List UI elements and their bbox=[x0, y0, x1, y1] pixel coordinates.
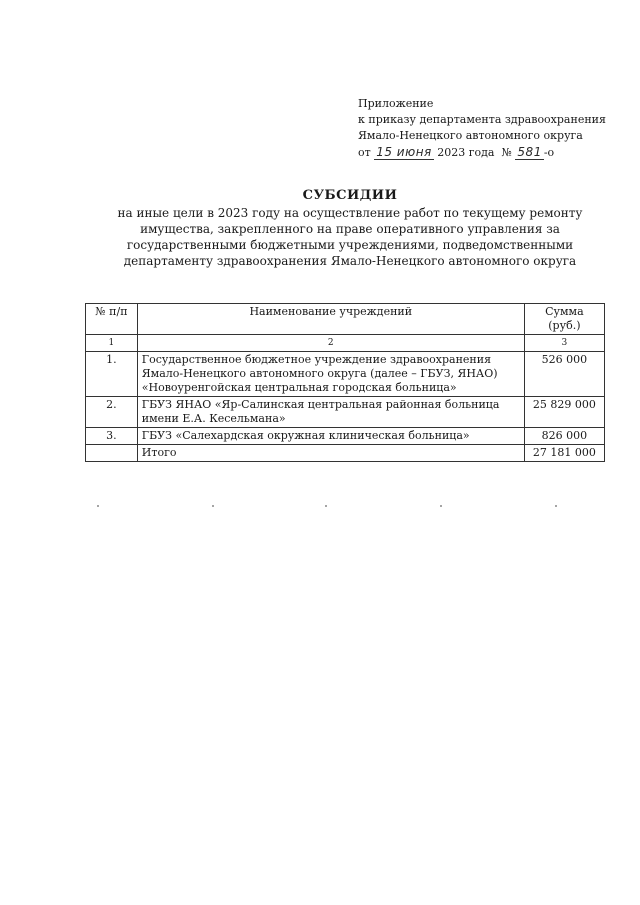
scan-dot bbox=[555, 505, 557, 507]
header-name: Наименование учреждений bbox=[137, 304, 524, 335]
table-row bbox=[86, 352, 605, 397]
row-sum: 526 000 bbox=[524, 352, 604, 397]
number-prefix: № bbox=[501, 146, 512, 159]
row-num: 3. bbox=[86, 428, 138, 445]
row-name bbox=[137, 428, 524, 445]
index-sum: 3 bbox=[524, 335, 604, 352]
row-name bbox=[137, 397, 524, 428]
appendix-date-line bbox=[358, 144, 606, 161]
row-name-line: Государственное бюджетное учреждение здравоохранения bbox=[141, 353, 492, 366]
row-name-line: Ямало-Ненецкого автономного округа (далее – ГБУЗ, ЯНАО) bbox=[141, 367, 498, 380]
heading-line-3: государственными бюджетными учреждениями, подведомственными bbox=[126, 238, 574, 252]
table-index-row bbox=[86, 335, 605, 352]
table-row bbox=[86, 428, 605, 445]
number-suffix: -о bbox=[543, 146, 555, 159]
appendix-region: Ямало-Ненецкого автономного округа bbox=[358, 129, 583, 142]
header-num: № п/п bbox=[86, 304, 138, 335]
index-num: 1 bbox=[86, 335, 138, 352]
row-sum: 25 829 000 bbox=[524, 397, 604, 428]
document-heading bbox=[60, 188, 640, 269]
scan-artifact-dots bbox=[0, 505, 640, 509]
appendix-order-ref: к приказу департамента здравоохранения bbox=[358, 113, 606, 126]
appendix-block bbox=[358, 96, 606, 161]
scan-dot bbox=[440, 505, 442, 507]
index-name: 2 bbox=[137, 335, 524, 352]
table-row bbox=[86, 397, 605, 428]
total-label: Итого bbox=[137, 445, 524, 462]
total-num bbox=[86, 445, 138, 462]
table-header-row bbox=[86, 304, 605, 335]
subsidies-table bbox=[85, 303, 605, 462]
row-name-line: ГБУЗ ЯНАО «Яр-Салинская центральная районная больница bbox=[141, 398, 500, 411]
heading-line-1: на иные цели в 2023 году на осуществление работ по текущему ремонту bbox=[117, 206, 583, 220]
heading-line-2: имущества, закрепленного на праве оперативного управления за bbox=[140, 222, 560, 236]
total-sum: 27 181 000 bbox=[524, 445, 604, 462]
heading-line-4: департаменту здравоохранения Ямало-Ненецкого автономного округа bbox=[123, 254, 577, 268]
row-name-line: «Новоуренгойская центральная городская больница» bbox=[141, 381, 457, 394]
appendix-title: Приложение bbox=[358, 97, 434, 110]
row-num: 1. bbox=[86, 352, 138, 397]
handwritten-date: 15 июня bbox=[376, 145, 432, 159]
scan-dot bbox=[325, 505, 327, 507]
row-name bbox=[137, 352, 524, 397]
scan-dot bbox=[212, 505, 214, 507]
row-name-line: ГБУЗ «Салехардская окружная клиническая больница» bbox=[141, 429, 470, 442]
row-num: 2. bbox=[86, 397, 138, 428]
row-sum: 826 000 bbox=[524, 428, 604, 445]
scan-dot bbox=[97, 505, 99, 507]
table-total-row bbox=[86, 445, 605, 462]
date-prefix: от bbox=[358, 146, 371, 159]
row-name-line: имени Е.А. Кесельмана» bbox=[141, 412, 286, 425]
document-title: СУБСИДИИ bbox=[302, 188, 398, 203]
handwritten-number: 581 bbox=[517, 145, 542, 159]
header-sum: Сумма (руб.) bbox=[524, 304, 604, 335]
date-suffix: 2023 года bbox=[437, 146, 495, 159]
